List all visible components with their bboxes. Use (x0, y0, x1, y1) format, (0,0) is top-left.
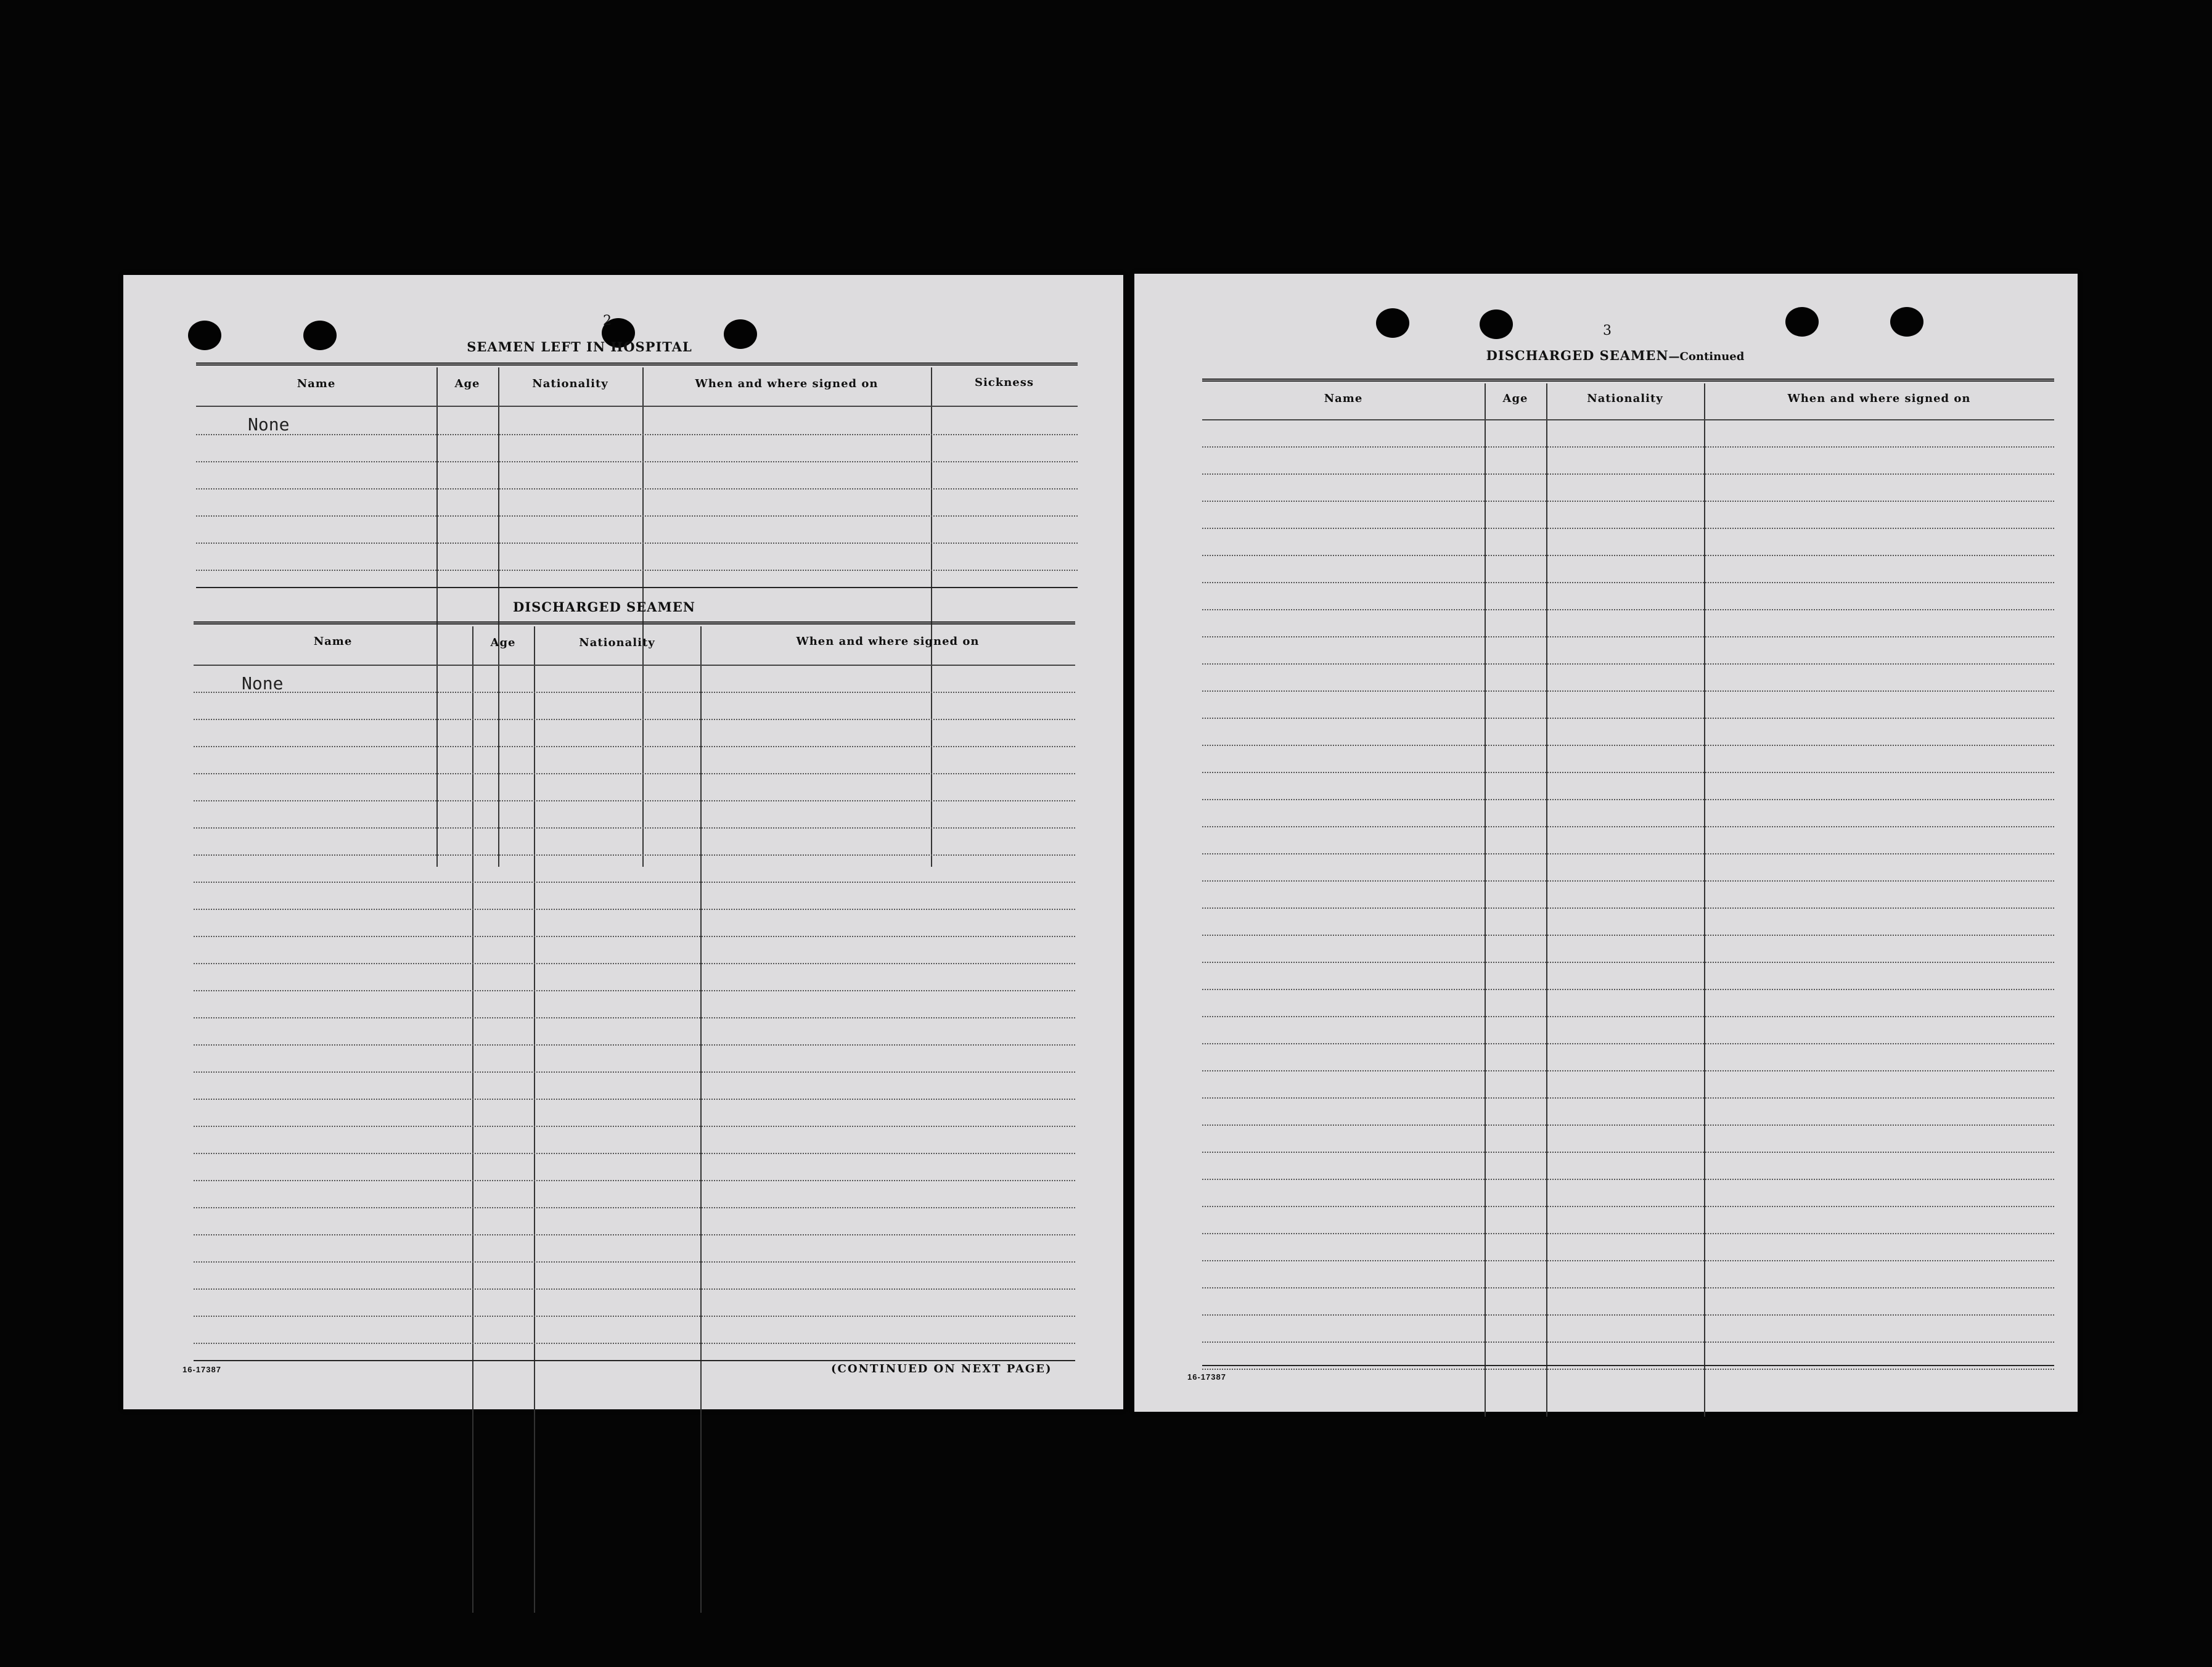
row-line (194, 1343, 1075, 1344)
punch-hole (188, 321, 221, 350)
row-line (194, 1207, 1075, 1208)
discharged-continued-table (1202, 383, 2054, 1395)
row-line (1202, 1206, 2054, 1207)
column-age: Age (454, 377, 480, 390)
row-line (1202, 826, 2054, 827)
row-line (1202, 446, 2054, 448)
row-line (194, 746, 1075, 747)
row-line (194, 990, 1075, 991)
column-when-where: When and where signed on (695, 377, 879, 390)
column-divider (700, 626, 702, 1613)
title-rule (194, 621, 1075, 625)
row-line (1202, 1152, 2054, 1153)
row-line (1202, 1341, 2054, 1343)
row-line (1202, 907, 2054, 909)
row-line (1202, 582, 2054, 583)
row-line (194, 719, 1075, 720)
row-line (194, 936, 1075, 937)
punch-hole (303, 321, 337, 350)
row-line (1202, 1179, 2054, 1180)
row-line (1202, 989, 2054, 990)
row-line (1202, 555, 2054, 556)
page-number: 3 (1603, 323, 1612, 338)
row-line (194, 1126, 1075, 1127)
row-line (194, 800, 1075, 801)
row-line (194, 1180, 1075, 1181)
column-name: Name (313, 635, 353, 648)
column-nationality: Nationality (1587, 392, 1663, 405)
header-rule (194, 665, 1075, 666)
row-line (196, 570, 1078, 571)
row-line (196, 515, 1078, 517)
form-code: 16-17387 (1187, 1372, 1226, 1382)
row-line (1202, 501, 2054, 502)
right-page (1134, 274, 2078, 1412)
row-line (194, 1316, 1075, 1317)
section-title-text: DISCHARGED SEAMEN (1486, 348, 1669, 363)
left-page (123, 275, 1123, 1409)
row-line (1202, 1097, 2054, 1099)
discharged-table-bottom (194, 1360, 1075, 1361)
row-line (1202, 636, 2054, 637)
row-line (194, 1017, 1075, 1018)
row-line (194, 827, 1075, 829)
column-name: Name (297, 377, 336, 390)
column-divider (472, 626, 473, 1613)
punch-hole (1480, 309, 1513, 339)
column-name: Name (1324, 392, 1363, 405)
row-line (194, 963, 1075, 964)
punch-hole (1890, 307, 1923, 337)
column-sickness: Sickness (974, 376, 1034, 389)
row-line (194, 909, 1075, 910)
punch-hole (1785, 307, 1819, 337)
discharged-section-title: DISCHARGED SEAMEN (513, 599, 695, 615)
column-divider (534, 626, 535, 1613)
row-line (1202, 473, 2054, 475)
row-line (194, 1288, 1075, 1290)
column-when-where: When and where signed on (796, 635, 980, 648)
column-age: Age (490, 636, 516, 649)
row-line (1202, 880, 2054, 882)
row-line (196, 543, 1078, 544)
row-line (194, 1071, 1075, 1073)
row-line (1202, 1070, 2054, 1071)
table-bottom (1202, 1365, 2054, 1366)
title-rule (1202, 379, 2054, 382)
form-code: 16-17387 (182, 1365, 221, 1374)
row-line (1202, 609, 2054, 610)
row-line (1202, 1369, 2054, 1370)
title-rule (196, 362, 1078, 366)
row-line (1202, 1016, 2054, 1017)
row-line (1202, 663, 2054, 665)
section-title-suffix: —Continued (1668, 350, 1745, 363)
row-line (1202, 1287, 2054, 1288)
header-rule (196, 406, 1078, 407)
row-line (194, 882, 1075, 883)
row-line (194, 1044, 1075, 1046)
row-line (194, 1153, 1075, 1154)
column-nationality: Nationality (532, 377, 608, 390)
punch-hole (1376, 308, 1409, 338)
row-line (196, 488, 1078, 489)
column-divider (1704, 383, 1705, 1417)
column-divider (1546, 383, 1547, 1417)
row-line (1202, 1124, 2054, 1126)
discharged-entry: None (242, 673, 284, 694)
row-line (1202, 962, 2054, 963)
row-line (1202, 745, 2054, 746)
row-line (194, 1261, 1075, 1263)
discharged-continued-title (1461, 348, 1769, 363)
row-line (194, 773, 1075, 774)
row-line (1202, 1233, 2054, 1234)
row-line (194, 1099, 1075, 1100)
discharged-table (194, 626, 1075, 1607)
row-line (194, 854, 1075, 856)
row-line (194, 1234, 1075, 1235)
header-rule (1202, 419, 2054, 420)
row-line (1202, 528, 2054, 529)
row-line (1202, 799, 2054, 800)
punch-hole (724, 319, 757, 349)
column-when-where: When and where signed on (1787, 392, 1971, 405)
row-line (1202, 935, 2054, 936)
column-age: Age (1502, 392, 1528, 405)
row-line (194, 692, 1075, 693)
hospital-section-title: SEAMEN LEFT IN HOSPITAL (467, 339, 692, 354)
row-line (1202, 690, 2054, 692)
row-line (1202, 1260, 2054, 1261)
row-line (196, 461, 1078, 462)
column-nationality: Nationality (579, 636, 655, 649)
hospital-table-bottom (196, 587, 1078, 588)
page-number: 2 (603, 313, 612, 329)
row-line (1202, 718, 2054, 719)
row-line (196, 434, 1078, 435)
row-line (1202, 772, 2054, 773)
row-line (1202, 1314, 2054, 1316)
continued-note: (CONTINUED ON NEXT PAGE) (831, 1362, 1052, 1375)
column-divider (1485, 383, 1486, 1417)
row-line (1202, 1043, 2054, 1044)
row-line (1202, 853, 2054, 854)
hospital-entry: None (248, 414, 290, 435)
